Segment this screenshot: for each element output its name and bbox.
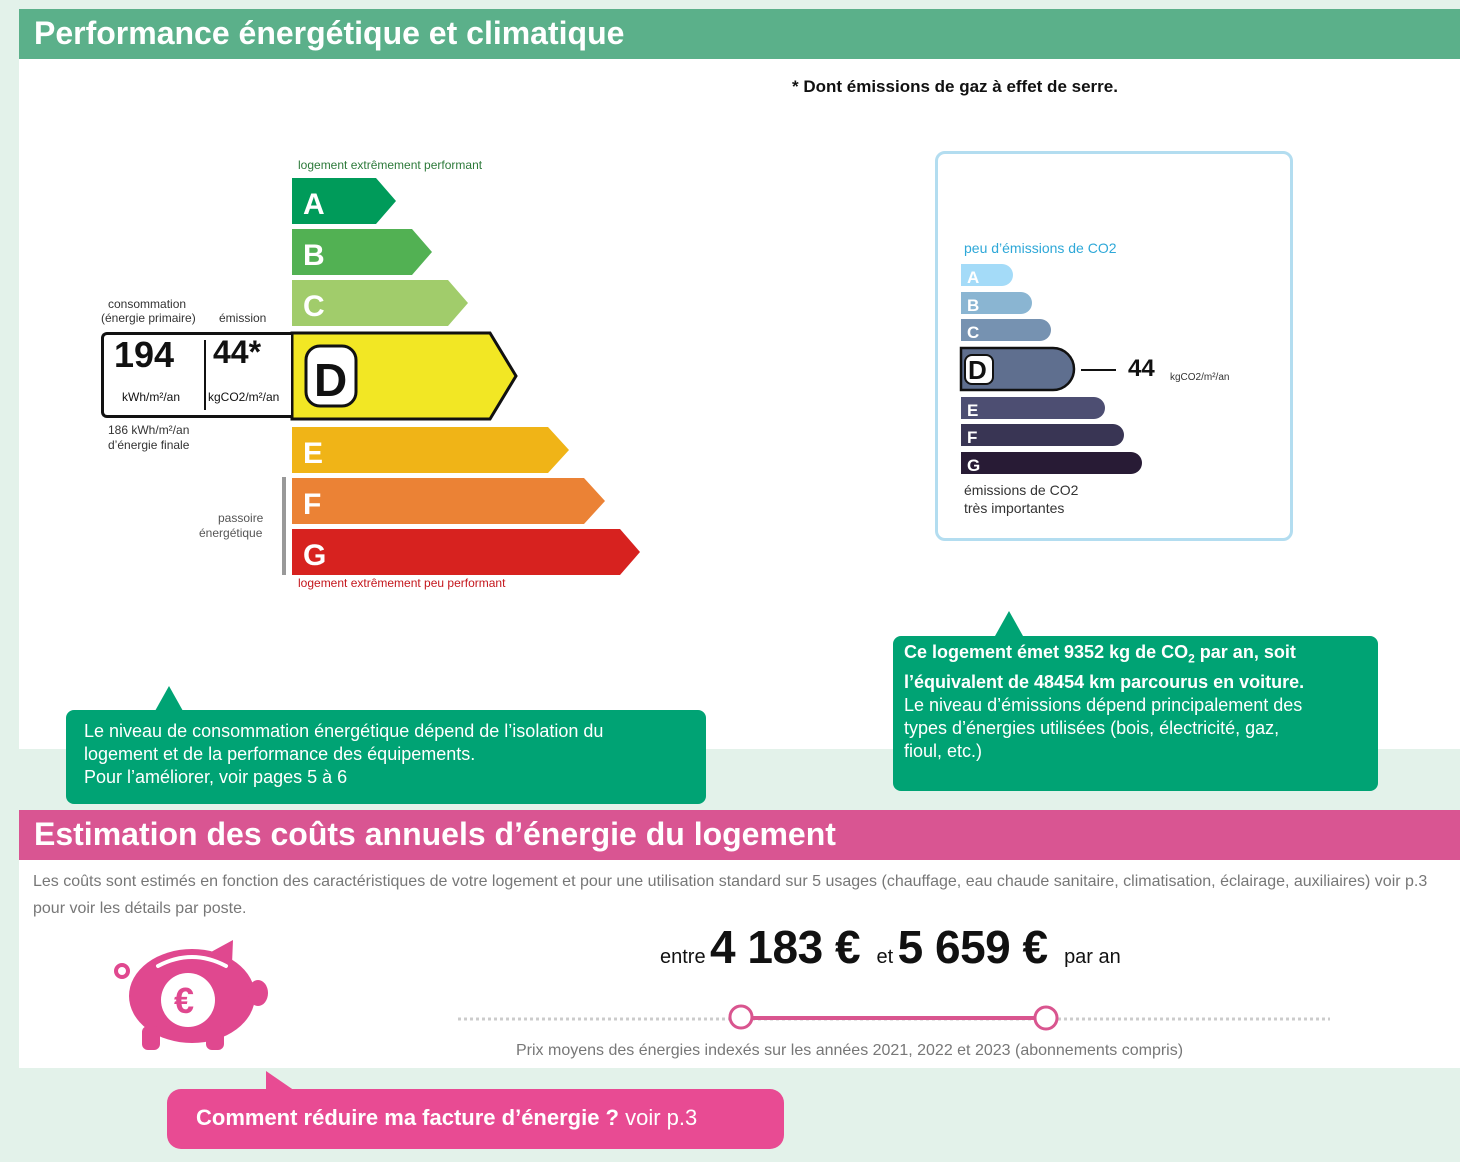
value-divider <box>204 340 206 410</box>
cost-range-scale <box>450 1000 1340 1036</box>
cost-max-marker <box>1035 1007 1057 1029</box>
consumption-value: 194 <box>114 334 175 375</box>
co2-band-g <box>961 452 1142 474</box>
consumption-caption: consommation <box>108 297 187 311</box>
dpe-bottom-caption: logement extrêmement peu performant <box>298 576 506 590</box>
dpe-letter-g: G <box>303 539 327 572</box>
co2-scale <box>958 262 1248 478</box>
primary-energy-caption: (énergie primaire) <box>101 311 196 325</box>
cost-min-marker <box>730 1006 752 1028</box>
reduce-bill-question: Comment réduire ma facture d’énergie ? <box>196 1105 619 1130</box>
dpe-letter-e: E <box>303 437 324 470</box>
co2-letter-b: B <box>967 296 980 315</box>
emission-unit: kgCO2/m²/an <box>208 390 280 404</box>
consumption-info-callout <box>66 710 706 804</box>
consumption-unit: kWh/m²/an <box>122 390 181 404</box>
dpe-letter-a: A <box>303 188 325 221</box>
co2-band-e <box>961 397 1105 419</box>
svg-text:€: € <box>174 980 195 1021</box>
co2-letter-f: F <box>967 428 978 447</box>
callout-right-line-4: types d’énergies utilisées (bois, électricité, gaz, <box>904 717 1280 738</box>
callout-right-line-3: Le niveau d’émissions dépend principalement des <box>904 694 1303 715</box>
dpe-band-f <box>292 478 605 524</box>
dpe-letter-d: D <box>314 354 348 406</box>
dpe-band-e <box>292 427 569 473</box>
cost-between: et <box>876 946 894 968</box>
dpe-letter-c: C <box>303 290 325 323</box>
co2-top-caption: peu d’émissions de CO2 <box>964 240 1117 256</box>
cost-prefix: entre <box>660 946 706 968</box>
section-title-performance: Performance énergétique et climatique <box>34 15 625 51</box>
emission-caption: émission <box>219 311 267 325</box>
callout-left-pointer <box>155 686 183 711</box>
price-note: Prix moyens des énergies indexés sur les années 2021, 2022 et 2023 (abonnements compris) <box>516 1042 1184 1059</box>
dpe-top-caption: logement extrêmement performant <box>298 158 483 172</box>
dpe-band-g <box>292 529 640 575</box>
co2-letter-d: D <box>968 355 987 385</box>
co2-letter-e: E <box>967 401 979 420</box>
dpe-energy-scale <box>280 170 660 582</box>
callout-left-line-2: logement et de la performance des équipements. <box>84 744 476 764</box>
callout-right-pointer <box>995 611 1023 636</box>
passoire-caption-2: énergétique <box>199 526 263 540</box>
callout-left-line-3: Pour l’améliorer, voir pages 5 à 6 <box>84 767 348 787</box>
co2-value: 44 <box>1128 355 1155 382</box>
costs-description: Les coûts sont estimés en fonction des caractéristiques de votre logement et pour une utilisation standard sur 5 usages (chauffage, eau chaude sanitaire, climatisation, éclairage, auxiliaires) voir p.3 pour voir les détails par poste. <box>33 873 1428 917</box>
cost-max: 5 659 € <box>897 921 1048 973</box>
co2-letter-a: A <box>967 268 980 287</box>
callout-left-line-1: Le niveau de consommation énergétique dépend de l’isolation du <box>84 721 604 741</box>
piggy-bank-euro-icon <box>108 938 270 1052</box>
co2-emission-text-2: par an, soit <box>1194 642 1296 662</box>
co2-letter-g: G <box>967 456 981 475</box>
co2-letter-c: C <box>967 323 980 342</box>
final-energy-value: 186 kWh/m²/an <box>108 423 190 437</box>
co2-unit: kgCO2/m²/an <box>1170 372 1230 383</box>
co2-bottom-caption: émissions de CO2 <box>964 482 1079 498</box>
callout-right-line-1 <box>904 641 1367 671</box>
co2-bottom-caption-2: très importantes <box>964 500 1065 516</box>
passoire-caption: passoire <box>218 511 264 525</box>
cost-min: 4 183 € <box>710 921 861 973</box>
co2-band-f <box>961 424 1124 446</box>
emissions-info-callout <box>893 636 1378 791</box>
callout-right-line-5: fioul, etc.) <box>904 740 983 761</box>
passoire-bracket <box>282 477 286 575</box>
annual-cost-range <box>660 920 1121 974</box>
emission-value: 44* <box>213 334 262 370</box>
dpe-letter-b: B <box>303 239 325 272</box>
section-title-costs: Estimation des coûts annuels d’énergie du logement <box>34 816 836 852</box>
callout-right-line-2: l’équivalent de 48454 km parcourus en voiture. <box>904 671 1305 692</box>
reduce-bill-link[interactable] <box>167 1089 784 1149</box>
co2-emission-text: Ce logement émet 9352 kg de CO <box>904 642 1189 662</box>
cost-suffix: par an <box>1064 946 1121 968</box>
reduce-bill-page: voir p.3 <box>619 1105 698 1130</box>
dpe-letter-f: F <box>303 488 322 521</box>
co2-subscript: 2 <box>1188 651 1195 666</box>
final-energy-caption: d’énergie finale <box>108 438 190 452</box>
ghg-footnote: * Dont émissions de gaz à effet de serre. <box>792 77 1118 96</box>
